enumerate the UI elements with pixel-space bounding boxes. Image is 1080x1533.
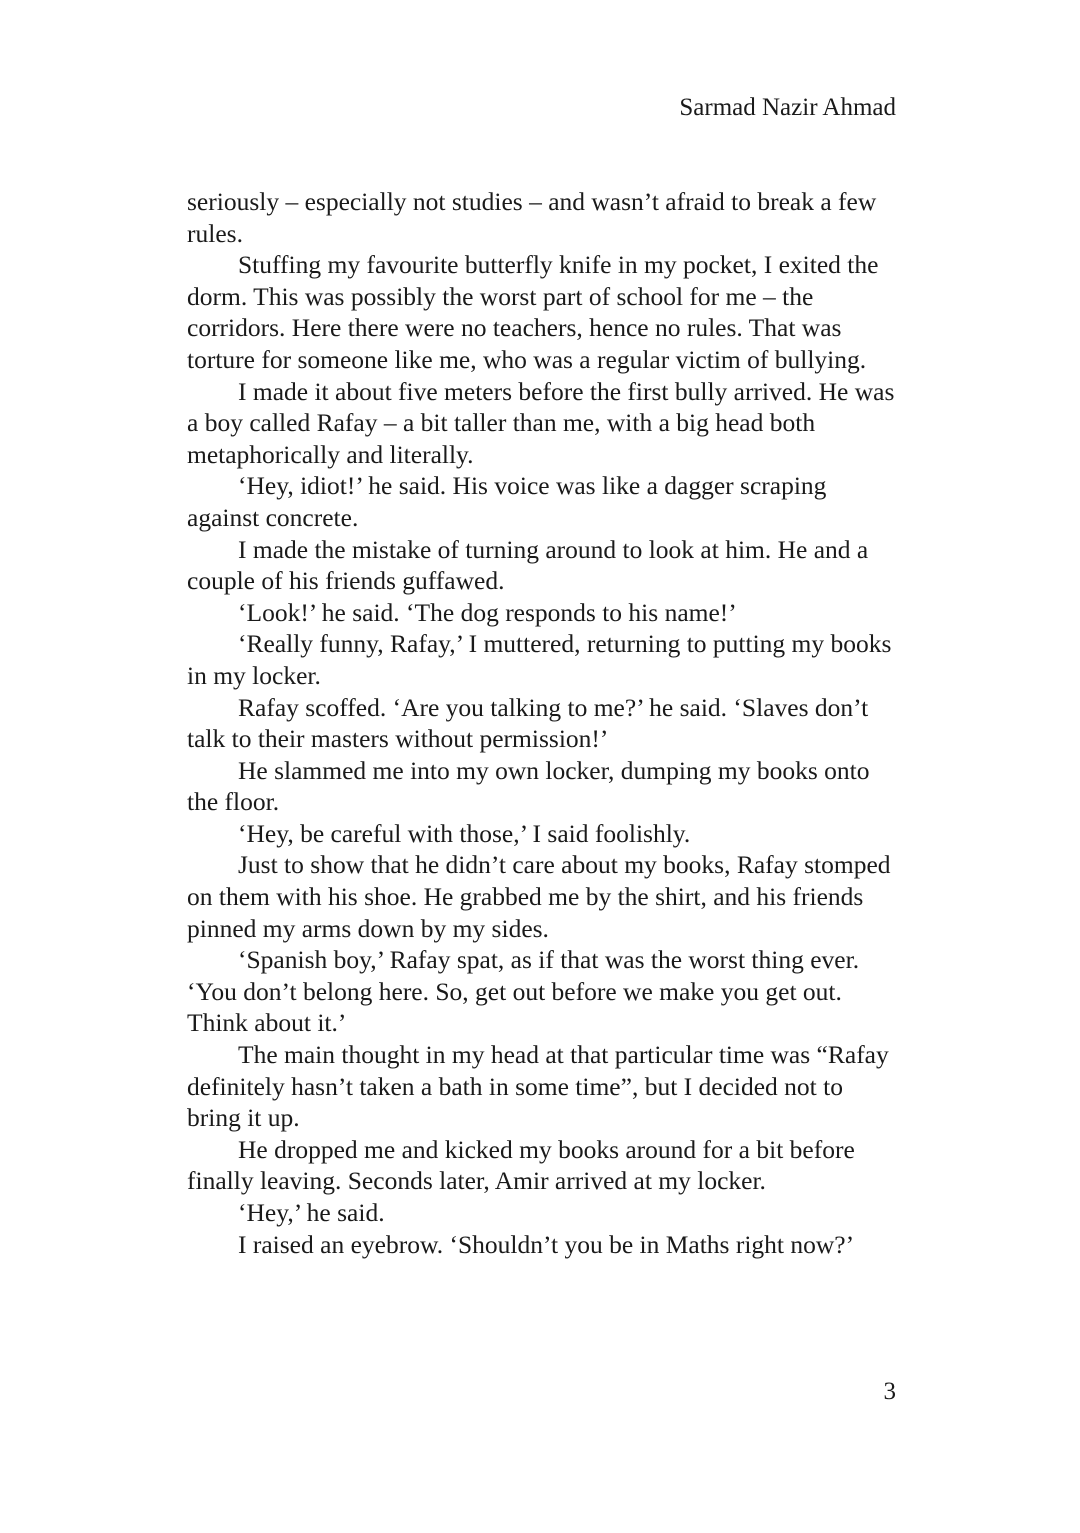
paragraph: Just to show that he didn’t care about my books, Rafay stomped on them with his shoe. He grabbed me by the shirt, and his friends pinned my arms down by my sides. — [187, 850, 891, 943]
paragraph: ‘Look!’ he said. ‘The dog responds to his name!’ — [238, 597, 737, 627]
paragraph: Rafay scoffed. ‘Are you talking to me?’ he said. ‘Slaves don’t talk to their masters without permission!’ — [187, 692, 869, 754]
paragraph: ‘Spanish boy,’ Rafay spat, as if that was the worst thing ever. ‘You don’t belong here. So, get out before we make you get out. Think about it.’ — [187, 945, 860, 1038]
running-header-author: Sarmad Nazir Ahmad — [679, 94, 896, 121]
paragraph: I made it about five meters before the first bully arrived. He was a boy called Rafay – a bit taller than me, with a big head both metaphorically and literally. — [187, 376, 895, 469]
paragraph: He dropped me and kicked my books around for a bit before finally leaving. Seconds later, Amir arrived at my locker. — [187, 1134, 855, 1196]
paragraph: ‘Hey, be careful with those,’ I said foolishly. — [238, 818, 691, 848]
page-number: 3 — [883, 1378, 896, 1405]
paragraph: Stuffing my favourite butterfly knife in my pocket, I exited the dorm. This was possibly the worst part of school for me – the corridors. Here there were no teachers, hence no rules. That was torture for someone like me, who was a regular victim of bullying. — [187, 250, 879, 374]
paragraph: ‘Really funny, Rafay,’ I muttered, returning to putting my books in my locker. — [187, 629, 892, 690]
paragraph: ‘Hey,’ he said. — [238, 1198, 385, 1227]
paragraph: ‘Hey, idiot!’ he said. His voice was like a dagger scraping against concrete. — [187, 471, 827, 532]
paragraph: The main thought in my head at that particular time was “Rafay definitely hasn’t taken a bath in some time”, but I decided not to bring it up. — [187, 1040, 889, 1133]
paragraph: seriously – especially not studies – and wasn’t afraid to break a few rules. — [187, 187, 877, 248]
paragraph: He slammed me into my own locker, dumping my books onto the floor. — [187, 755, 870, 817]
paragraph: I raised an eyebrow. ‘Shouldn’t you be in Maths right now?’ — [238, 1229, 855, 1259]
body-text — [187, 186, 899, 1260]
paragraph: I made the mistake of turning around to look at him. He and a couple of his friends guffawed. — [187, 534, 869, 596]
